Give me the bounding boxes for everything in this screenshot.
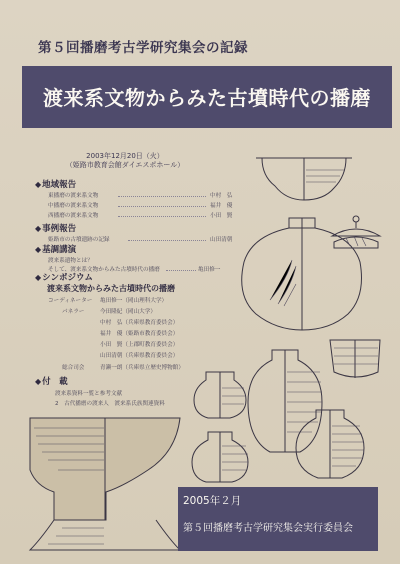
- symposium-subtitle: 渡来系文物からみた古墳時代の播磨: [47, 284, 175, 293]
- moderator-label: 総合司会: [62, 365, 85, 371]
- program-item: 姫路市の古墳遺跡の記録: [48, 237, 110, 243]
- program-item: 渡来系資料一覧と参考文献: [55, 391, 123, 397]
- section-heading-case: ◆事例報告: [35, 224, 77, 234]
- speaker-name: 亀田修一: [198, 267, 221, 273]
- pottery-small-pot-icon: [194, 372, 246, 418]
- speaker-name: 小田 賢: [210, 213, 233, 219]
- pottery-tall-jar-icon: [248, 350, 322, 452]
- event-venue: （姫路市教育会館ダイエスポホール）: [65, 161, 185, 169]
- program-item: 2 古代播磨の渡来人 渡来系氏族関連資料: [55, 401, 165, 407]
- pottery-jar-icon: [242, 218, 362, 330]
- pottery-short-jar-icon: [192, 432, 248, 482]
- event-date: 2003年12月20日（火）: [86, 152, 164, 160]
- panelist: 山田清朝（兵庫県教育委員会）: [100, 353, 179, 359]
- pottery-footed-stand-icon: [30, 418, 180, 550]
- program-item: そして、渡来系文物からみた古墳時代の播磨: [48, 267, 160, 273]
- panelist: 今田隆紀（岡山大学）: [100, 309, 156, 315]
- program-item: 渡来系遺物とは？: [48, 258, 93, 264]
- coordinator-label: コーディネーター: [48, 298, 93, 304]
- organizer-name: 第５回播磨考古学研究集会実行委員会: [183, 523, 353, 534]
- program-item: 西播磨の渡来系文物: [48, 213, 99, 219]
- program-item: 東播磨の渡来系文物: [48, 193, 99, 199]
- pottery-handled-vessel-icon: [330, 340, 380, 378]
- section-heading-regional: ◆地域報告: [35, 180, 77, 190]
- pottery-lid-icon: [332, 216, 380, 248]
- panelist: 小田 賢（上郡町教育委員会）: [100, 342, 179, 348]
- program-item: 中播磨の渡来系文物: [48, 203, 99, 209]
- pottery-bowl-icon: [256, 158, 352, 200]
- moderator-name: 青瀬一朗（兵庫県立歴史博物館）: [100, 365, 184, 371]
- series-title: 第５回播磨考古学研究集会の記録: [38, 40, 248, 56]
- coordinator-name: 亀田修一（岡山理科大学）: [100, 298, 168, 304]
- speaker-name: 山田清朝: [210, 237, 233, 243]
- speaker-name: 福井 優: [210, 203, 233, 209]
- panelist: 福井 優（姫路市教育委員会）: [100, 331, 179, 337]
- section-heading-symposium: ◆シンポジウム: [35, 273, 93, 283]
- publication-date: 2005年２月: [183, 495, 242, 507]
- main-title: 渡来系文物からみた古墳時代の播磨: [43, 86, 371, 110]
- panel-label: パネラー: [62, 309, 85, 315]
- section-heading-keynote: ◆基調講演: [35, 245, 77, 255]
- panelist: 中村 弘（兵庫県教育委員会）: [100, 320, 179, 326]
- speaker-name: 中村 弘: [210, 193, 233, 199]
- pottery-decorated-pot-icon: [296, 410, 364, 478]
- section-heading-appendix: ◆付 載: [35, 377, 68, 387]
